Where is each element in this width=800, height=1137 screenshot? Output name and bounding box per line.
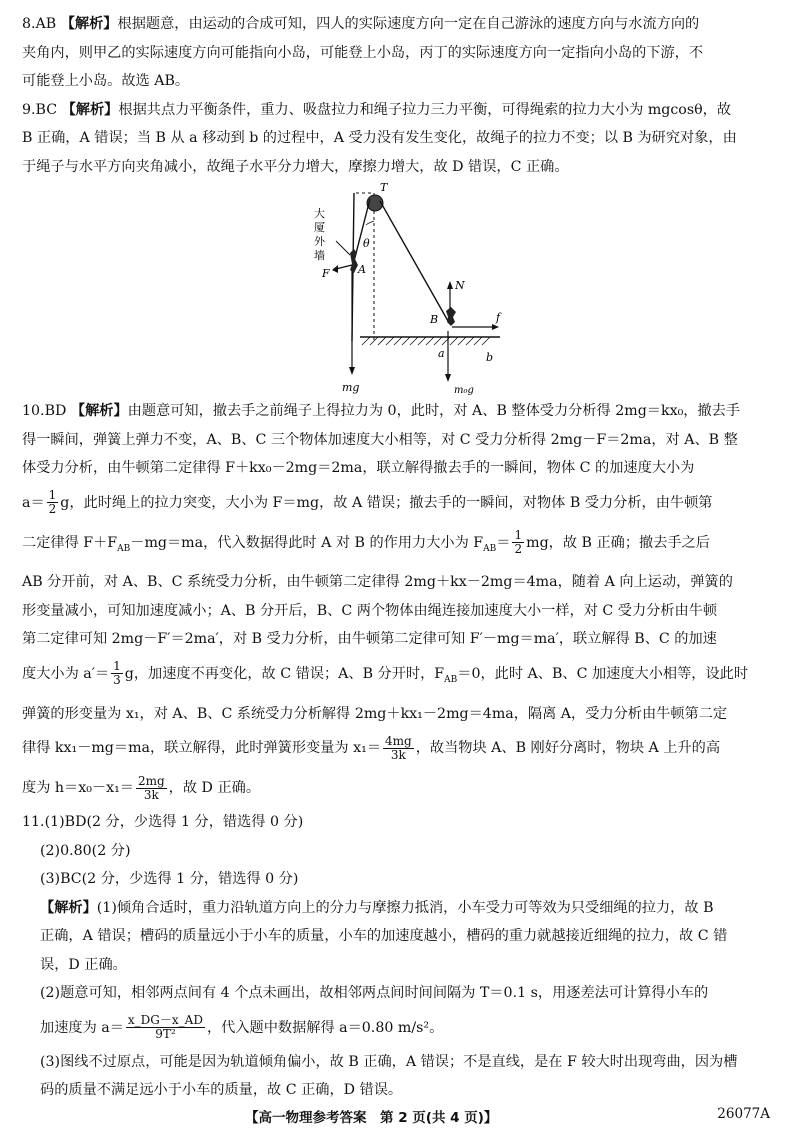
q11-part1: (1)BD(2 分，少选得 1 分，错选得 0 分) (44, 814, 304, 831)
q10-analysis-tag: 【解析】 (70, 403, 128, 419)
q9-answer: BC (35, 101, 58, 118)
fraction-half-2: $\frac{1}{2}$ (514, 528, 523, 556)
force-diagram-svg (300, 181, 520, 401)
q10-line11: 律得 kx₁－mg＝ma，联立解得，此时弹簧形变量为 x₁＝ $\frac{4mg}{3k}$ ，故当物块 A、B 刚好分离时，物块 A 上升的高 (22, 733, 721, 762)
q11-a3: 误，D 正确。 (40, 956, 127, 973)
label-N: N (455, 279, 465, 292)
footer-code: 26077A (717, 1106, 770, 1122)
q10-line7: 形变量减小，可知加速度减小；A、B 分开后，B、C 两个物体由绳连接加速度大小一样，对 C 受力分析由牛顿 (22, 602, 718, 619)
footer-title: 【高一物理参考答案 第 2 页(共 4 页)】 (245, 1110, 498, 1126)
q8-line1: 根据题意，由运动的合成可知，四人的实际速度方向一定在自己游泳的速度方向与水流方向的 (117, 16, 700, 32)
q9-line2: B 正确，A 错误；当 B 从 a 移动到 b 的过程中，A 受力没有发生变化，故绳子的拉力不变；以 B 为研究对象，由 (22, 130, 737, 146)
q11-part3: (3)BC(2 分，少选得 1 分，错选得 0 分) (40, 871, 299, 888)
label-a: a (438, 347, 445, 360)
answer-page (22, 10, 780, 1105)
q10-line4: a＝ $\frac{1}{2}$ g，此时绳上的拉力突变，大小为 F＝mg，故 A 错误；撤去手的一瞬间，对物体 B 受力分析，由牛顿第 (22, 488, 713, 516)
q10-line1: 由题意可知，撤去手之前绳子上得拉力为 0，此时，对 A、B 整体受力分析得 2mg＝kx₀，撤去手 (127, 403, 741, 419)
q8-line3: 可能登上小岛。故选 AB。 (22, 73, 190, 89)
q11-number: 11. (22, 814, 45, 831)
label-B: B (430, 313, 439, 326)
fraction-third: $\frac{1}{3}$ (113, 659, 121, 688)
q9-number: 9. (22, 101, 36, 118)
q10-line12: 度为 h＝x₀－x₁＝ $\frac{2mg}{3k}$ ，故 D 正确。 (22, 773, 261, 802)
q10-line3: 体受力分析，由牛顿第二定律得 F＋kx₀－2mg＝2ma，联立解得撤去手的一瞬间，物体 C 的加速度大小为 (22, 460, 695, 476)
q11-b1: (2)题意可知，相邻两点间有 4 个点未画出，故相邻两点间时间间隔为 T＝0.1 s，用逐差法可计算得小车的 (40, 985, 709, 1002)
q10-line10: 弹簧的形变量为 x₁，对 A、B、C 系统受力分析解得 2mg＋kx₁－2mg＝4ma，隔离 A，受力分析由牛顿第二定 (22, 705, 728, 722)
label-theta: θ (363, 237, 370, 250)
q8-line2: 夹角内，则甲乙的实际速度方向可能指向小岛，可能登上小岛，丙丁的实际速度方向一定指向小岛的下游，不 (22, 44, 704, 61)
q11-c1: (3)图线不过原点，可能是因为轨道倾角偏小，故 B 正确，A 错误；不是直线，是在 F 较大时出现弯曲，因为槽 (40, 1053, 738, 1070)
label-T: T (380, 181, 388, 194)
q11-a1: (1)倾角合适时，重力沿轨道方向上的分力与摩擦力抵消，小车受力可等效为只受细绳的拉力，故 B (96, 899, 714, 916)
q11-part2: (2)0.80(2 分) (40, 842, 131, 859)
label-wall-3: 外 (314, 235, 325, 248)
q11-b2: 加速度为 a＝ $\frac{x\_DG-x\_AD}{\text{9T²}}$ ，代入题中数据解得 a＝0.80 m/s²。 (40, 1013, 444, 1042)
q9-line1: 根据共点力平衡条件，重力、吸盘拉力和绳子拉力三力平衡，可得绳索的拉力大小为 mgcosθ，故 (118, 101, 732, 118)
answer-9 (22, 96, 780, 182)
label-wall-1: 大 (314, 207, 325, 220)
q11-analysis-tag: 【解析】 (40, 899, 97, 916)
q10-line9: 度大小为 a′＝ $\frac{1}{3}$ g，加速度不再变化，故 C 错误；A、B 分开时，$F_{AB}=0$，此时 A、B、C 加速度大小相等，设此时 (22, 659, 749, 688)
q10-line5: 二定律得 $F+F_{AB}-mg=ma$，代入数据得此时 A 对 B 的作用力大小为 $F_{AB}=$ $\frac{1}{2}$ mg，故 B 正确；撤去手之后 (22, 528, 710, 556)
q9-analysis-tag: 【解析】 (61, 101, 119, 118)
label-wall-4: 墙 (314, 249, 325, 262)
fraction-4mg-3k: $\frac{4mg}{3k}$ (385, 733, 412, 762)
label-F: F (322, 267, 330, 280)
label-m0g: m₀g (454, 385, 474, 396)
fraction-accel: $\frac{x\_DG-x\_AD}{\text{9T²}}$ (127, 1013, 203, 1042)
label-f: f (496, 311, 501, 324)
fraction-half: $\frac{1}{2}$ (48, 488, 57, 516)
answer-11 (22, 808, 780, 1105)
answer-8 (22, 10, 780, 96)
q11-a2: 正确，A 错误；槽码的质量远小于小车的质量，小车的加速度越小，槽码的重力就越接近细绳的拉力，故 C 错 (40, 928, 728, 945)
q9-line3: 于绳子与水平方向夹角减小，故绳子水平分力增大，摩擦力增大，故 D 错误，C 正确。 (22, 158, 569, 175)
label-b: b (486, 351, 494, 364)
label-mg: mg (342, 381, 360, 394)
fraction-2mg-3k: $\frac{2mg}{3k}$ (137, 773, 165, 802)
force-diagram (0, 181, 800, 401)
q10-line8: 第二定律可知 2mg－F′＝2ma′，对 B 受力分析，由牛顿第二定律可知 F′－mg＝ma′，联立解得 B、C 的加速 (22, 631, 717, 648)
label-wall-2: 厦 (314, 221, 325, 234)
q10-answer: BD (44, 403, 67, 419)
q10-number: 10. (22, 403, 45, 419)
q11-c2: 码的质量不满足远小于小车的质量，故 C 正确，D 错误。 (40, 1082, 403, 1099)
q10-line2: 得一瞬间，弹簧上弹力不变，A、B、C 三个物体加速度大小相等，对 C 受力分析得 2mg－F＝2ma，对 A、B 整 (22, 431, 738, 448)
answer-10 (22, 397, 780, 808)
q8-analysis-tag: 【解析】 (60, 16, 118, 32)
q8-number: 8. (22, 16, 36, 32)
q10-line6: AB 分开前，对 A、B、C 系统受力分析，由牛顿第二定律得 2mg＋kx－2mg＝4ma，随着 A 向上运动，弹簧的 (22, 574, 733, 591)
label-A: A (358, 263, 366, 276)
q8-answer: AB (35, 16, 57, 32)
